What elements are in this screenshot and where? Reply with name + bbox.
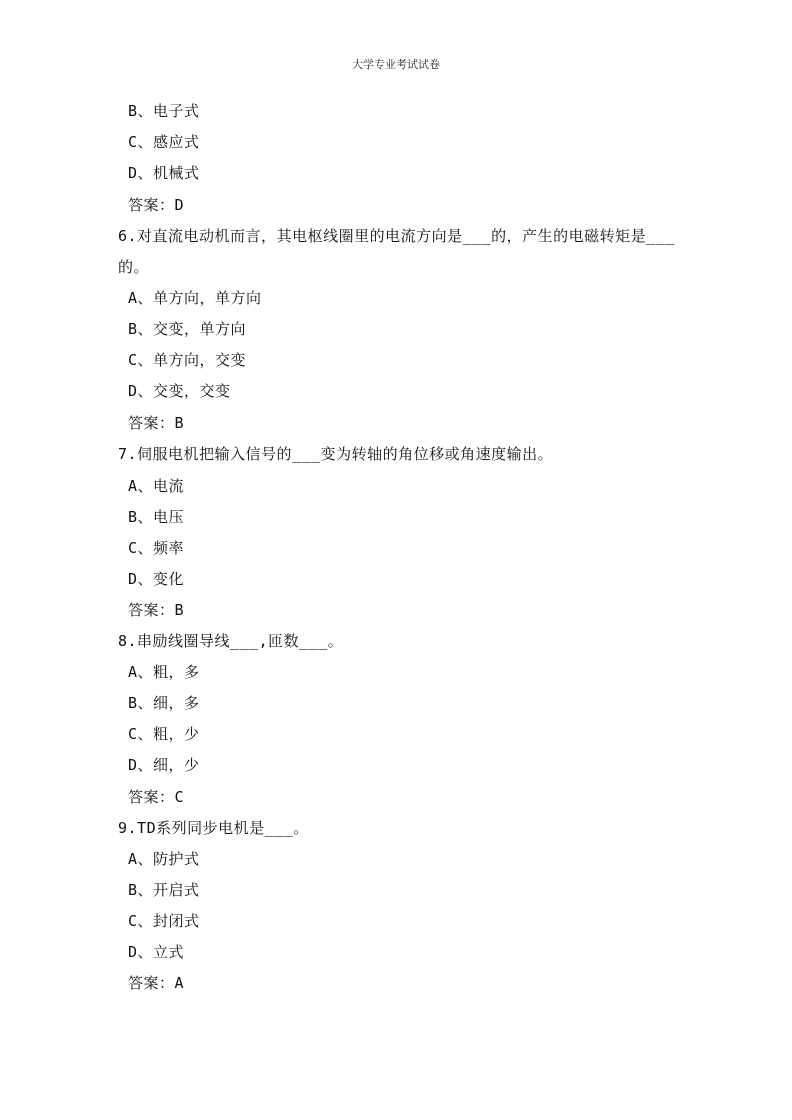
question-6-stem: 6.对直流电动机而言，其电枢线圈里的电流方向是___的，产生的电磁转矩是___: [118, 227, 675, 245]
option-c: C、封闭式: [128, 912, 200, 930]
answer: 答案：D: [128, 196, 185, 214]
option-b: B、电子式: [128, 102, 200, 120]
option-c: C、频率: [128, 539, 185, 557]
question-9-stem: 9.TD系列同步电机是___。: [118, 819, 309, 837]
answer: 答案：A: [128, 974, 185, 992]
option-d: D、交变，交变: [128, 382, 231, 400]
option-d: D、立式: [128, 943, 185, 961]
option-c: C、粗，少: [128, 725, 200, 743]
option-c: C、感应式: [128, 133, 200, 151]
answer: 答案：C: [128, 788, 185, 806]
option-b: B、交变，单方向: [128, 320, 247, 338]
option-d: D、变化: [128, 570, 185, 588]
question-6-stem-cont: 的。: [118, 258, 150, 276]
option-b: B、细，多: [128, 694, 200, 712]
option-c: C、单方向，交变: [128, 351, 247, 369]
answer: 答案：B: [128, 601, 185, 619]
option-b: B、开启式: [128, 881, 200, 899]
question-8-stem: 8.串励线圈导线___,匝数___。: [118, 632, 344, 650]
option-a: A、粗，多: [128, 663, 200, 681]
option-d: D、机械式: [128, 164, 200, 182]
answer: 答案：B: [128, 414, 185, 432]
option-a: A、防护式: [128, 850, 200, 868]
question-7-stem: 7.伺服电机把输入信号的___变为转轴的角位移或角速度输出。: [118, 445, 554, 463]
option-d: D、细，少: [128, 756, 200, 774]
page-header: 大学专业考试试卷: [352, 58, 440, 71]
option-a: A、电流: [128, 477, 185, 495]
option-a: A、单方向，单方向: [128, 289, 262, 307]
option-b: B、电压: [128, 508, 185, 526]
